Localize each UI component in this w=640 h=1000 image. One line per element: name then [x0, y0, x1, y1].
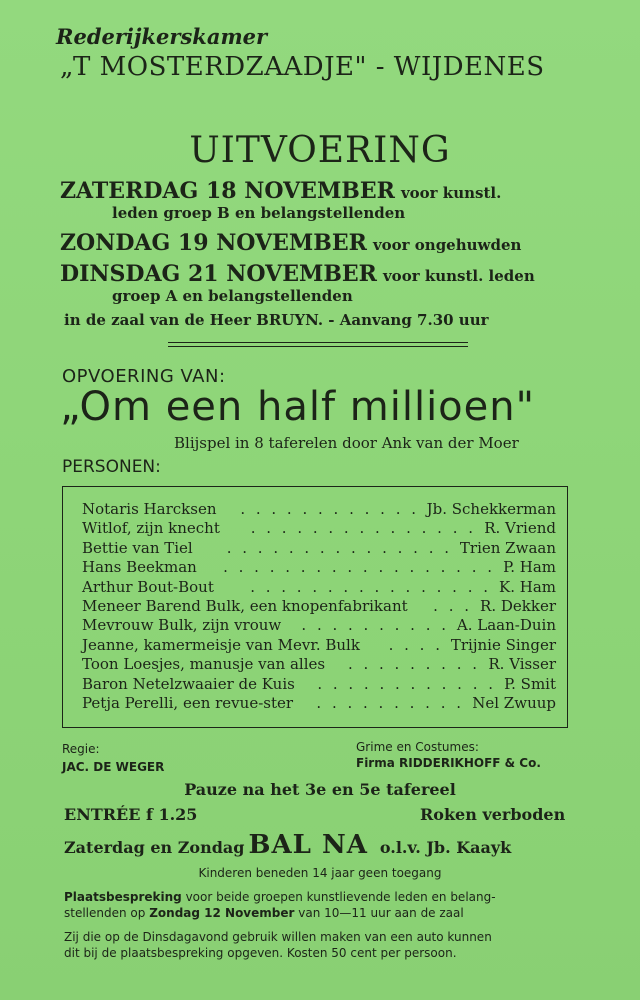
auto-line-1: Zij die op de Dinsdagavond gebruik willen maken van een auto kunnen — [64, 930, 492, 944]
cast-row — [82, 616, 556, 636]
pauze-line: Pauze na het 3e en 5e tafereel — [184, 780, 456, 799]
cast-row — [82, 597, 556, 617]
cast-row — [82, 500, 556, 520]
cast-actor: P. Smit — [504, 674, 556, 693]
cast-row — [82, 578, 556, 598]
play-subtitle: Blijspel in 8 taferelen door Ank van der Moer — [174, 434, 519, 452]
plaats-text: voor beide groepen kunstlievende leden en belang- — [185, 890, 496, 904]
leader-dots: . . . . — [388, 635, 443, 654]
cast-role: Mevrouw Bulk, zijn vrouw — [82, 616, 282, 635]
grime-label: Grime en Costumes: — [356, 740, 479, 754]
leader-dots: . . . . . . . . . . . . . . . . . . — [223, 558, 495, 577]
cast-role: Arthur Bout-Bout — [82, 577, 214, 596]
leader-dots: . . . — [433, 597, 472, 615]
divider-rule — [168, 346, 468, 347]
bal-olv: o.l.v. Jb. Kaayk — [379, 838, 512, 857]
opvoering-label: OPVOERING VAN: — [62, 366, 226, 387]
performance-day: ZATERDAG 18 NOVEMBER — [60, 178, 395, 204]
performance-3 — [60, 261, 535, 287]
cast-role: Notaris Harcksen — [82, 500, 217, 518]
cast-actor: Trijnie Singer — [450, 635, 556, 654]
cast-actor: R. Visser — [488, 655, 556, 674]
cast-actor: A. Laan-Duin — [456, 616, 556, 635]
leader-dots: . . . . . . . . . . . . . . . . — [250, 577, 491, 596]
cast-row — [82, 655, 556, 675]
club-name: „T MOSTERDZAADJE" - WIJDENES — [60, 52, 545, 82]
performance-1 — [60, 178, 501, 204]
cast-role: Baron Netelzwaaier de Kuis — [82, 674, 295, 693]
cast-role: Petja Perelli, een revue-ster — [82, 694, 294, 712]
plaats-date: Zondag 12 November — [149, 906, 295, 920]
bal-title: BAL NA — [248, 830, 368, 860]
cast-actor: Jb. Schekkerman — [426, 500, 556, 518]
cast-row — [82, 694, 556, 714]
cast-row — [82, 636, 556, 656]
auto-line-2: dit bij de plaatsbespreking opgeven. Kosten 50 cent per persoon. — [64, 946, 457, 960]
performance-2 — [60, 230, 521, 256]
cast-actor: R. Dekker — [480, 597, 556, 615]
regie-name: JAC. DE WEGER — [62, 760, 165, 774]
cast-row — [82, 519, 556, 539]
entree-price: ENTRÉE f 1.25 — [64, 805, 198, 824]
cast-role: Jeanne, kamermeisje van Mevr. Bulk — [82, 635, 360, 654]
leader-dots: . . . . . . . . . . . . . . . — [226, 538, 452, 557]
cast-row — [82, 539, 556, 559]
performance-audience: voor kunstl. leden — [382, 267, 535, 285]
play-title: „Om een half millioen" — [60, 384, 536, 430]
society-name: Rederijkerskamer — [56, 24, 268, 49]
performance-audience: voor ongehuwden — [372, 236, 522, 254]
leader-dots: . . . . . . . . . . . . — [317, 674, 496, 693]
divider-rule — [168, 342, 468, 343]
performance-3-audience-cont: groep A en belangstellenden — [112, 287, 353, 305]
cast-role: Bettie van Tiel — [82, 538, 193, 557]
cast-role: Toon Loesjes, manusje van alles — [82, 655, 326, 674]
cast-role: Hans Beekman — [82, 558, 197, 577]
age-notice: Kinderen beneden 14 jaar geen toegang — [198, 866, 442, 880]
performance-audience: voor kunstl. — [400, 184, 502, 202]
cast-row — [82, 675, 556, 695]
cast-row — [82, 558, 556, 578]
heading-uitvoering: UITVOERING — [189, 130, 451, 171]
leader-dots: . . . . . . . . . . — [316, 694, 464, 712]
cast-actor: Trien Zwaan — [459, 538, 556, 557]
personen-label: PERSONEN: — [62, 457, 161, 477]
grime-name: Firma RIDDERIKHOFF & Co. — [356, 756, 541, 770]
cast-actor: R. Vriend — [484, 519, 556, 538]
leader-dots: . . . . . . . . . . . . — [240, 500, 419, 518]
leader-dots: . . . . . . . . . — [347, 655, 480, 674]
performance-day: ZONDAG 19 NOVEMBER — [60, 230, 367, 256]
cast-role: Meneer Barend Bulk, een knopenfabrikant — [82, 597, 408, 615]
cast-role: Witlof, zijn knecht — [82, 519, 220, 538]
cast-actor: P. Ham — [503, 558, 556, 577]
performance-day: DINSDAG 21 NOVEMBER — [60, 261, 377, 287]
cast-actor: Nel Zwuup — [472, 694, 556, 712]
regie-label: Regie: — [62, 742, 100, 756]
plaats-line-1 — [64, 890, 496, 904]
plaats-text: stellenden op — [64, 906, 146, 920]
plaats-line-2 — [64, 906, 464, 920]
performance-1-audience-cont: leden groep B en belangstellenden — [112, 204, 406, 222]
venue-line: in de zaal van de Heer BRUYN. - Aanvang 7.30 uur — [64, 311, 489, 329]
bal-line — [64, 830, 511, 860]
cast-actor: K. Ham — [499, 577, 556, 596]
plaats-text: van 10—11 uur aan de zaal — [298, 906, 464, 920]
leader-dots: . . . . . . . . . . — [301, 616, 449, 635]
plaats-bold: Plaatsbespreking — [64, 890, 182, 904]
leader-dots: . . . . . . . . . . . . . . . — [250, 519, 476, 538]
smoking-notice: Roken verboden — [420, 805, 566, 824]
bal-days: Zaterdag en Zondag — [64, 838, 245, 857]
